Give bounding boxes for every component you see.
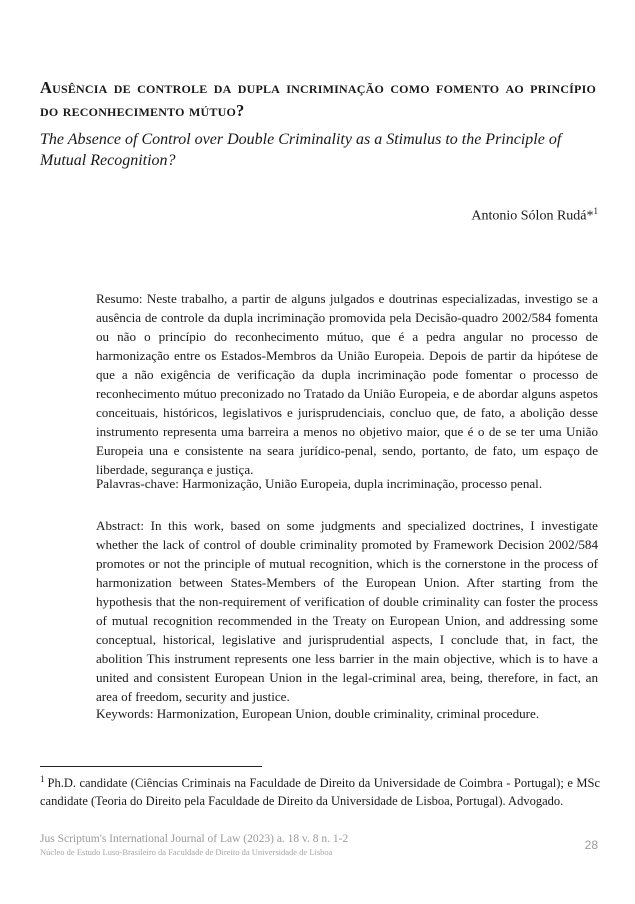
paper-title: Ausência de controle da dupla incriminação como fomento ao princípio do reconhecimento mútuo?	[40, 78, 596, 120]
keywords-paragraph: Keywords: Harmonization, European Union, double criminality, criminal procedure.	[96, 706, 540, 721]
footnote-divider	[40, 766, 262, 767]
author-name: Antonio Sólon Rudá*	[471, 208, 594, 224]
page-number: 28	[584, 838, 598, 852]
paper-subtitle: The Absence of Control over Double Criminality as a Stimulus to the Principle of Mutual Recognition?	[40, 131, 562, 169]
footer-institute: Núcleo de Estudo Luso-Brasileiro da Faculdade de Direito da Universidade de Lisboa	[40, 847, 333, 857]
footnote-text: Ph.D. candidate (Ciências Criminais na Faculdade de Direito da Universidade de Coimbra - Portugal); e MSc candidate (Teoria do Direito pela Faculdade de Direito da Universidade de Lisboa, Portugal). Advogado.	[40, 776, 600, 808]
resumo-paragraph: Resumo: Neste trabalho, a partir de alguns julgados e doutrinas especializadas, investigo se a ausência de controle da dupla incriminação promovida pela Decisão-quadro 2002/584 fomenta ou não o princípio do reconhecimento mútuo, que é a pedra angular no processo de harmonização entre os Estados-Membros da União Europeia. Depois de partir da hipótese de que a não exigência de verificação da dupla incriminação pode fomentar o processo de reconhecimento mútuo preconizado no Tratado da União Europeia, e de abordar alguns aspetos conceituais, históricos, legislativos e jurisprudenciais, concluo que, de fato, a abolição desse instrumento representa uma barreira a menos no objetivo maior, que é o de se ter uma União Europeia una e consistente na seara jurídico-penal, sendo, portanto, de fato, um espaço de liberdade, segurança e justiça.	[96, 291, 598, 477]
palavras-chave-paragraph: Palavras-chave: Harmonização, União Europeia, dupla incriminação, processo penal.	[96, 476, 543, 491]
footer-journal: Jus Scriptum's International Journal of Law (2023) a. 18 v. 8 n. 1-2	[40, 833, 349, 845]
footnote	[40, 771, 600, 810]
footnote-mark: 1	[40, 774, 45, 784]
author-footnote-mark: 1	[593, 206, 598, 216]
abstract-paragraph: Abstract: In this work, based on some judgments and specialized doctrines, I investigate whether the lack of control of double criminality promoted by Framework Decision 2002/584 promotes or not the principle of mutual recognition, which is the cornerstone in the process of harmonization between States-Members of the European Union. After starting from the hypothesis that the non-requirement of verification of double criminality can foster the process of mutual recognition recommended in the Treaty on European Union, and addressing some conceptual, historical, legislative and jurisprudential aspects, I conclude that, in fact, the abolition This instrument represents one less barrier in the main objective, which is to have a united and consistent European Union in the legal-criminal area, being, therefore, in fact, an area of freedom, security and justice.	[96, 518, 598, 704]
author-line	[471, 206, 598, 225]
